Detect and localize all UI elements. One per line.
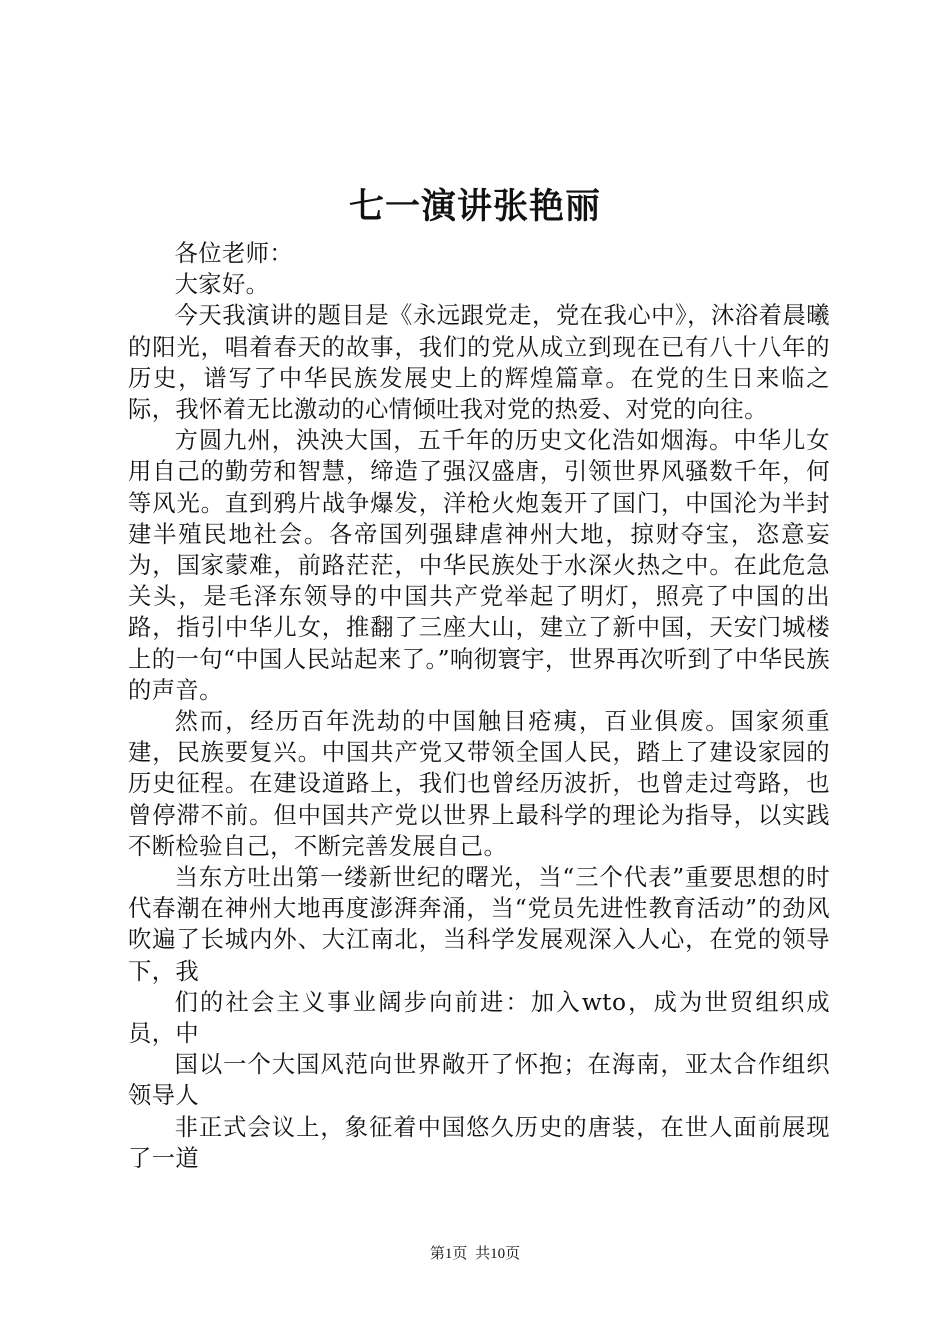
document-body xyxy=(128,238,830,1174)
paragraph-hello: 大家好。 xyxy=(174,271,270,299)
paragraph-tang-suit: 非正式会议上，象征着中国悠久历史的唐装，在世人面前展现了一道 xyxy=(128,1113,830,1172)
paragraph-history: 方圆九州，泱泱大国，五千年的历史文化浩如烟海。中华儿女用自己的勤劳和智慧，缔造了强汉盛唐，引领世界风骚数千年，何等风光。直到鸦片战争爆发，洋枪火炮轰开了国门，中国沦为半封建半殖民地社会。各帝国列强肆虐神州大地，掠财夺宝，恣意妄为，国家蒙难，前路茫茫，中华民族处于水深火热之中。在此危急关头，是毛泽东领导的中国共产党举起了明灯，照亮了中国的出路，指引中华儿女，推翻了三座大山，建立了新中国，天安门城楼上的一句“中国人民站起来了。”响彻寰宇，世界再次听到了中华民族的声音。 xyxy=(128,427,830,704)
paragraph-greeting: 各位老师： xyxy=(174,240,294,267)
paragraph-apec: 国以一个大国风范向世界敞开了怀抱；在海南，亚太合作组织领导人 xyxy=(128,1051,830,1110)
paragraph-intro: 今天我演讲的题目是《永远跟党走，党在我心中》，沐浴着晨曦的阳光，唱着春天的故事，我们的党从成立到现在已有八十八年的历史，谱写了中华民族发展史上的辉煌篇章。在党的生日来临之际，我怀着无比激动的心情倾吐我对党的热爱、对党的向往。 xyxy=(128,302,830,424)
page-total: 共10页 xyxy=(475,1246,521,1262)
page-footer xyxy=(0,1244,950,1264)
paragraph-wto: 们的社会主义事业阔步向前进：加入wto，成为世贸组织成员，中 xyxy=(128,988,830,1048)
document-title: 七一演讲张艳丽 xyxy=(348,187,601,227)
page-number: 第1页 xyxy=(429,1246,468,1262)
paragraph-new-century: 当东方吐出第一缕新世纪的曙光，当“三个代表”重要思想的时代春潮在神州大地再度澎湃奔涌，当“党员先进性教育活动”的劲风吹遍了长城内外、大江南北，当科学发展观深入人心，在党的领导下，我 xyxy=(128,864,830,985)
paragraph-rebuild: 然而，经历百年洗劫的中国触目疮痍，百业俱废。国家须重建，民族要复兴。中国共产党又带领全国人民，踏上了建设家园的历史征程。在建设道路上，我们也曾经历波折，也曾走过弯路，也曾停滞不前。但中国共产党以世界上最科学的理论为指导，以实践不断检验自己，不断完善发展自己。 xyxy=(128,708,830,860)
